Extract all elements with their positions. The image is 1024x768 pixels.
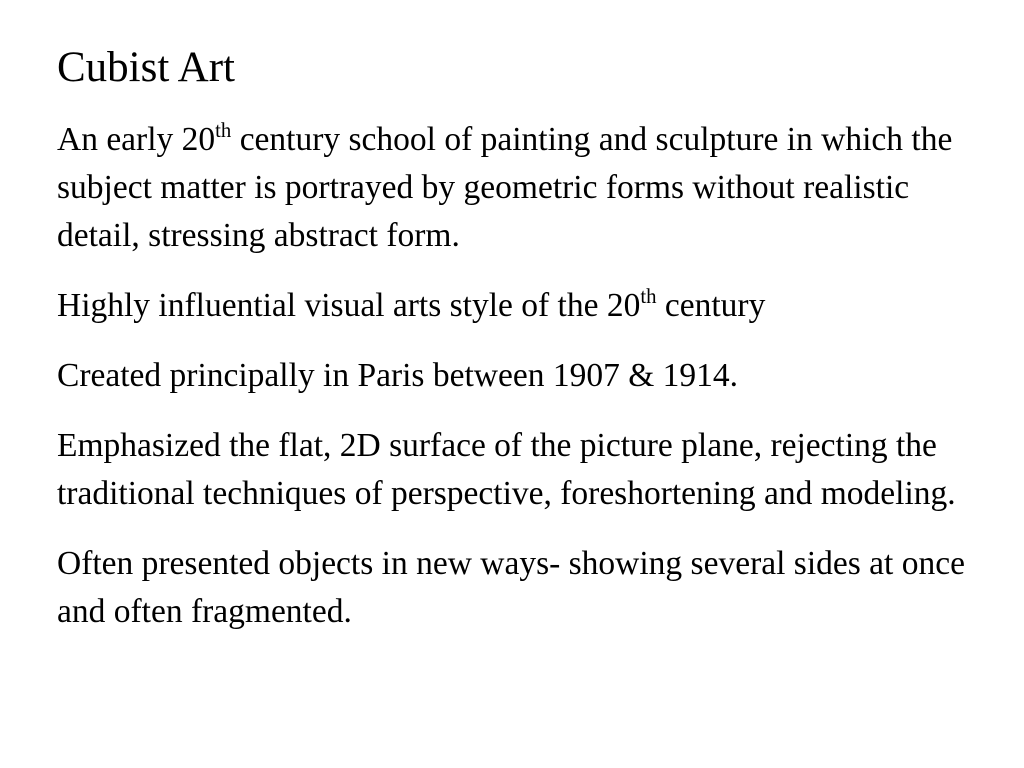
paragraph-objects: Often presented objects in new ways- showing several sides at once and often fragmented. (57, 545, 965, 630)
slide-title: Cubist Art (57, 44, 236, 91)
paragraph-text: century (656, 287, 766, 324)
paragraph-text: An early 20 (57, 121, 216, 158)
paragraph-definition (57, 116, 984, 260)
paragraph-text: Highly influential visual arts style of the 20 (57, 287, 641, 324)
paragraph-text: century school of painting and sculpture in which the subject matter is portrayed by geometric forms without realistic detail, stressing abstract form. (57, 121, 953, 254)
paragraph-origin: Created principally in Paris between 1907 & 1914. (57, 357, 739, 394)
superscript-ordinal: th (215, 119, 232, 143)
paragraph-influence (57, 282, 984, 330)
paragraph-picture-plane: Emphasized the flat, 2D surface of the picture plane, rejecting the traditional techniques of perspective, foreshortening and modeling. (57, 427, 956, 512)
superscript-ordinal: th (640, 285, 657, 309)
